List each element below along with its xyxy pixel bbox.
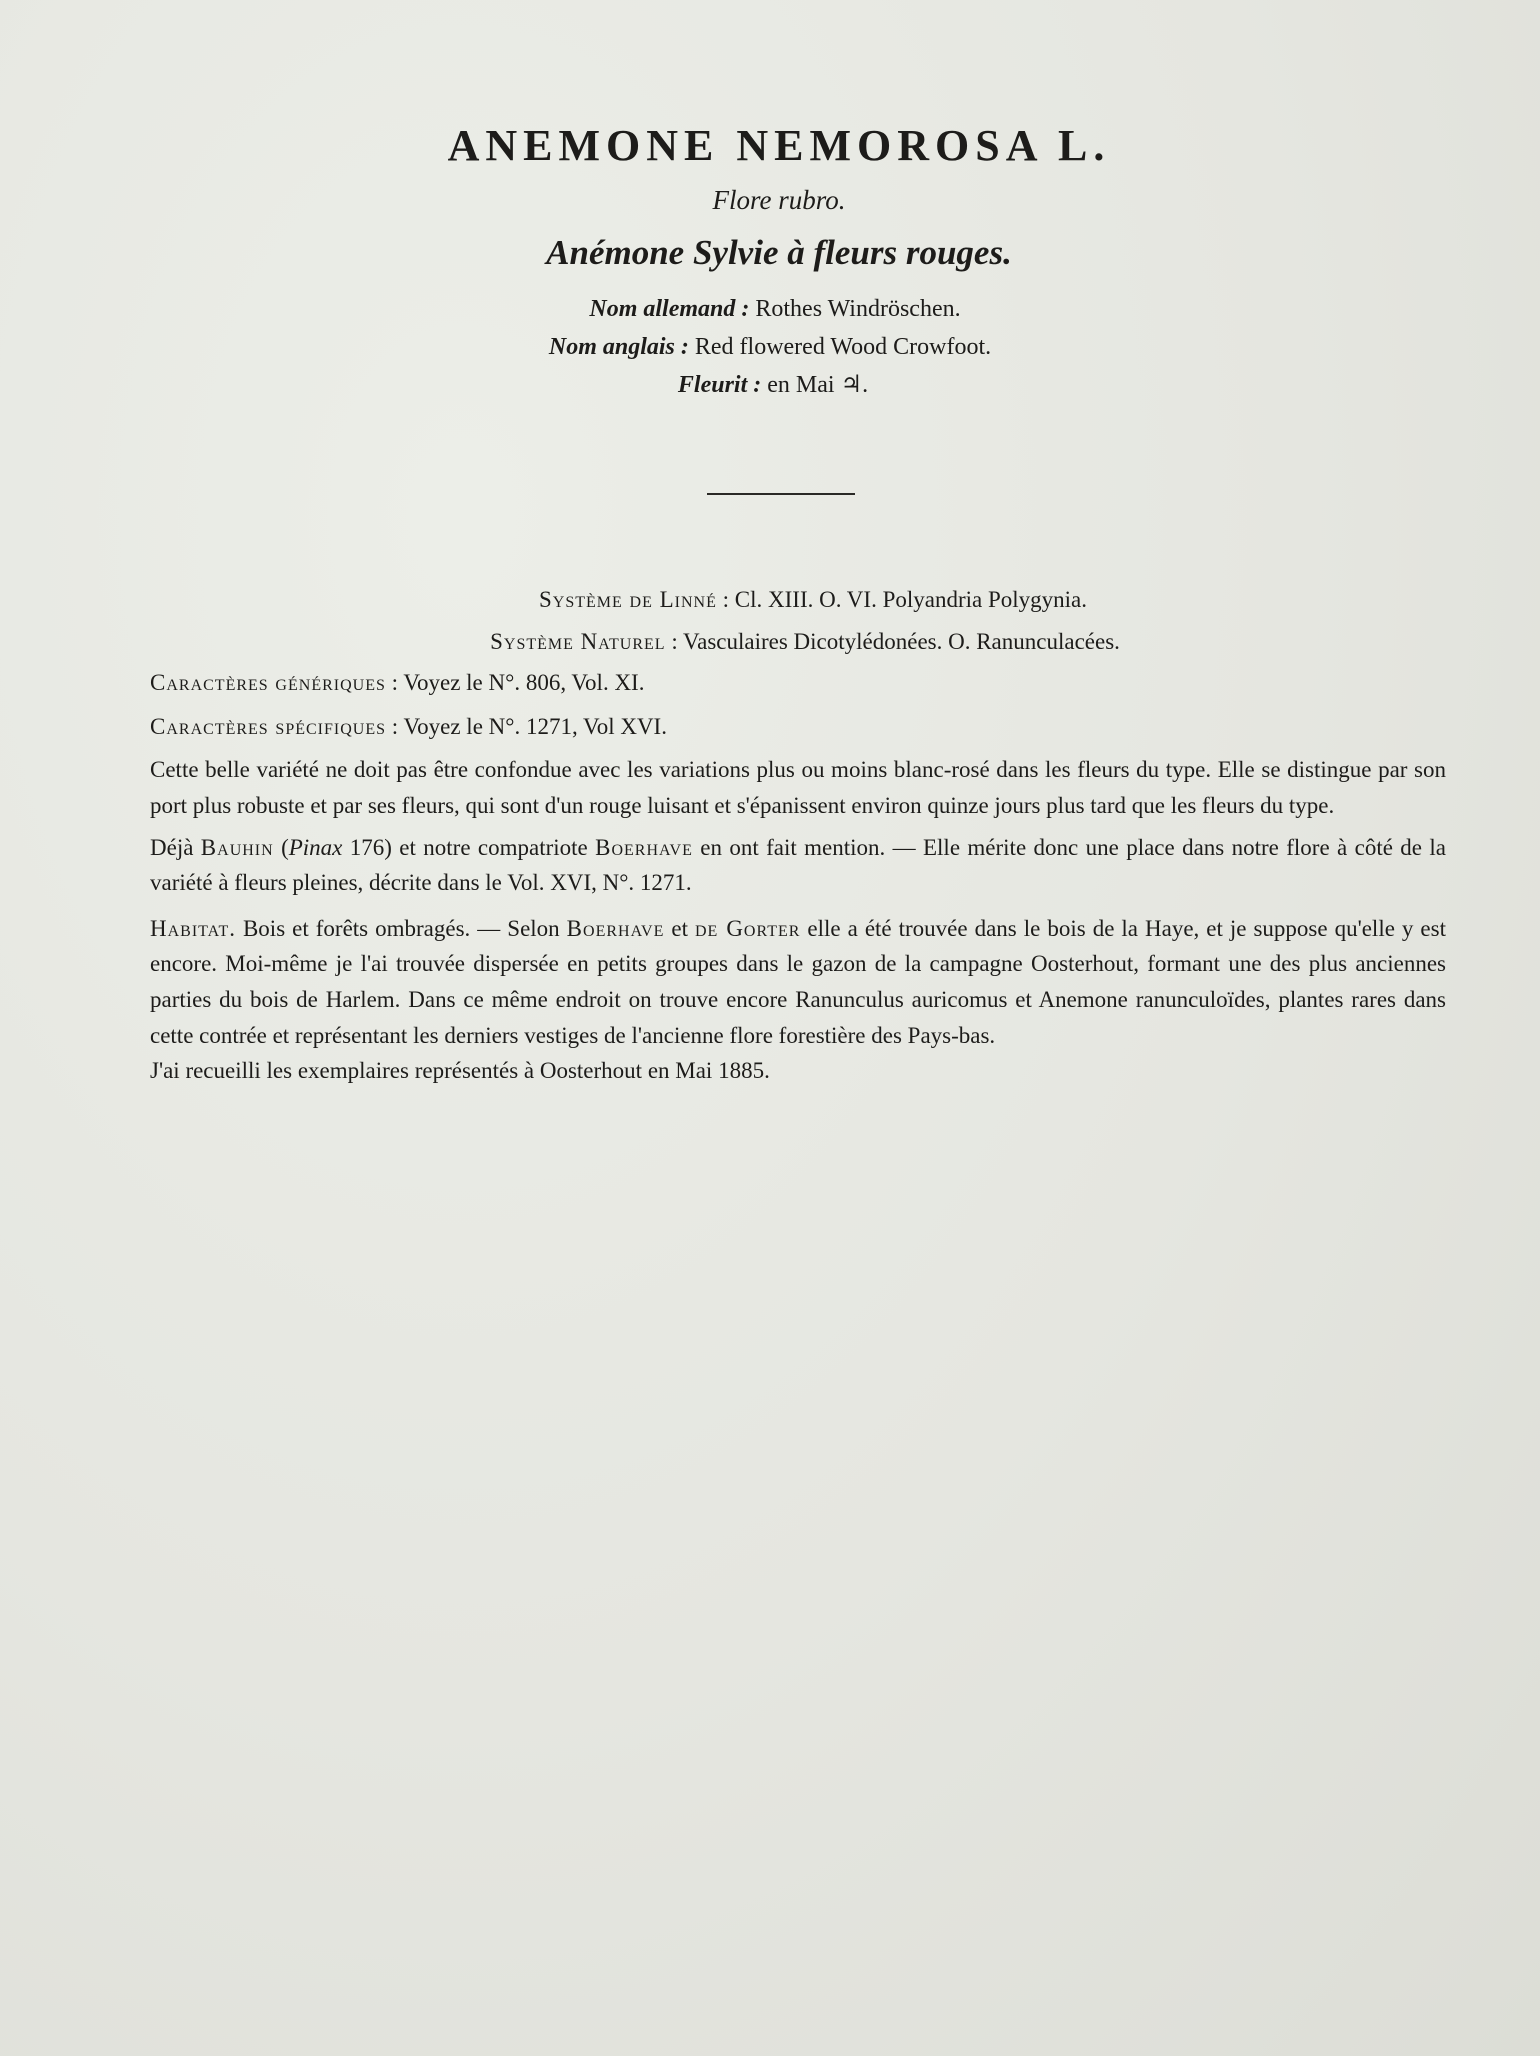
author-boerhave: Boerhave [566, 915, 665, 941]
paragraph-references [150, 830, 1446, 901]
specific-characters-label: Caractères spécifiques [150, 713, 387, 739]
text-run: et [664, 915, 695, 941]
author-de-gorter: de Gorter [695, 915, 801, 941]
generic-characters-label: Caractères génériques [150, 670, 386, 696]
body-text [150, 582, 1446, 1089]
english-name-label: Nom anglais : [548, 334, 689, 360]
flowering-value: en Mai ♃. [761, 372, 869, 398]
paragraph-habitat [150, 911, 1446, 1053]
section-divider [707, 493, 855, 495]
text-run: Bois et forêts ombragés. — Selon [235, 915, 567, 941]
generic-characters-value: : Voyez le N°. 806, Vol. XI. [385, 670, 645, 696]
english-name-value: Red flowered Wood Crowfoot. [688, 334, 992, 360]
author-boerhave: Boerhave [595, 834, 693, 860]
linne-system-label: Système de Linné [539, 587, 717, 612]
french-name: Anémone Sylvie à fleurs rouges. [546, 233, 1012, 272]
german-name-value: Rothes Windröschen. [749, 296, 961, 322]
work-pinax: Pinax [288, 834, 343, 860]
header-block [0, 118, 1540, 404]
natural-system-line [150, 624, 1446, 660]
specific-characters-line [150, 709, 1446, 745]
subtitle: Flore rubro. [712, 185, 846, 215]
english-name-line [0, 328, 1540, 366]
linne-system-line [150, 582, 1446, 618]
author-bauhin: Bauhin [200, 834, 274, 860]
linne-system-value: : Cl. XIII. O. VI. Polyandria Polygynia. [716, 587, 1087, 612]
german-name-line [0, 290, 1540, 328]
specific-characters-value: : Voyez le N°. 1271, Vol XVI. [386, 713, 667, 739]
text-run: ( [273, 834, 289, 860]
generic-characters-line [150, 665, 1446, 701]
habitat-label: Habitat. [150, 915, 236, 941]
text-run: en ont fait mention. — Elle mérite donc une place dans notre flore à côté de la variété à fleurs pleines, décrite dans le Vol. XVI, N°. 1271. [150, 834, 1446, 896]
natural-system-value: : Vasculaires Dicotylédonées. O. Ranunculacées. [665, 628, 1120, 654]
flowering-line [0, 366, 1540, 404]
text-run: elle a été trouvée dans le bois de la Haye, et je suppose qu'elle y est encore. Moi-même je l'ai trouvée dispersée en petits groupes dans le gazon de la campagne Oosterhout, formant une des plus anciennes parties du bois de Harlem. Dans ce même endroit on trouve encore Ranunculus auricomus et Anemone ranunculoïdes, plantes rares dans cette contrée et représentant les derniers vestiges de l'ancienne flore forestière des Pays-bas. [150, 915, 1446, 1048]
page-title: ANEMONE NEMOROSA L. [447, 121, 1111, 170]
german-name-label: Nom allemand : [589, 296, 750, 322]
text-run: 176) et notre compatriote [342, 834, 596, 860]
natural-system-label: Système Naturel [490, 628, 666, 654]
flowering-label: Fleurit : [677, 372, 762, 398]
paragraph-variety: Cette belle variété ne doit pas être confondue avec les variations plus ou moins blanc-rosé dans les fleurs du type. Elle se distingue par son port plus robuste et par ses fleurs, qui sont d'un rouge luisant et s'épanissent environ quinze jours plus tard que les fleurs du type. [150, 757, 1446, 818]
paragraph-collection: J'ai recueilli les exemplaires représentés à Oosterhout en Mai 1885. [150, 1058, 770, 1084]
text-run: Déjà [150, 834, 201, 860]
